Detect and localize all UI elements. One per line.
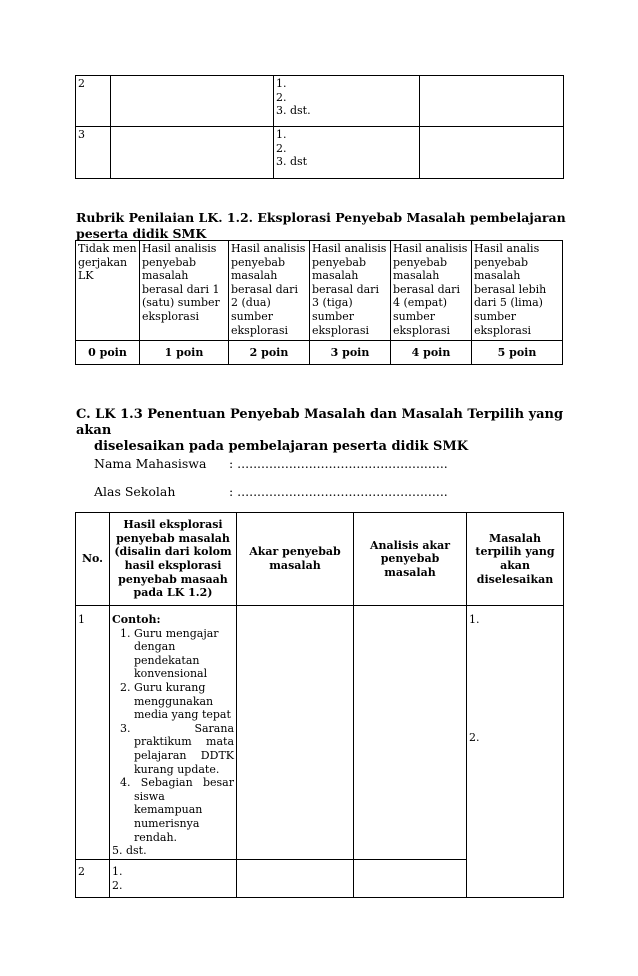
list-cell [274, 76, 420, 127]
blank-cell [111, 76, 274, 127]
section-c-heading-line2: diselesaikan pada pembelajaran peserta didik SMK [94, 439, 469, 454]
list-item: 2. [276, 141, 287, 155]
row-number: 1 [76, 606, 110, 860]
blank-cell [420, 127, 564, 179]
section-c-heading [76, 407, 576, 455]
rubric-criterion: Tidak mengerjakan LK [76, 241, 140, 341]
field-value: : ..................................................... [229, 456, 448, 471]
rubric-title-line1: Rubrik Penilaian LK. 1.2. Eksplorasi Penyebab Masalah pembelajaran [76, 210, 566, 225]
chosen-cell [467, 606, 564, 898]
list-item: 1. [276, 77, 287, 90]
row-number: 3 [76, 127, 111, 179]
table-row [76, 606, 564, 860]
row-number: 2 [76, 860, 110, 898]
rubric-score: 4 poin [391, 341, 472, 365]
list-item: 2. [469, 730, 480, 744]
list-cell [110, 860, 237, 898]
header-masalah-terpilih: Masalah terpilih yang akan diselesaikan [467, 513, 564, 606]
example-label: Contoh: [112, 613, 161, 626]
header-no: No. [76, 513, 110, 606]
field-label: Alas Sekolah [94, 484, 176, 499]
top-table [75, 75, 564, 179]
section-c-heading-line1: C. LK 1.3 Penentuan Penyebab Masalah dan Masalah Terpilih yang akan [76, 407, 564, 438]
field-alas-sekolah [94, 484, 448, 500]
table-row [76, 127, 564, 179]
rubric-score: 3 poin [310, 341, 391, 365]
list-item: 3. dst. [276, 104, 311, 118]
rubric-score: 0 poin [76, 341, 140, 365]
header-analisis-akar: Analisis akar penyebab masalah [354, 513, 467, 606]
list-cell [274, 127, 420, 179]
rubric-criterion: Hasil analisis penyebab masalah berasal dari 3 (tiga) sumber eksplorasi [310, 241, 391, 341]
blank-cell [420, 76, 564, 127]
rubric-criterion: Hasil analisis penyebab masalah berasal dari 1 (satu) sumber eksplorasi [140, 241, 229, 341]
list-item: 3. dst [276, 155, 308, 169]
list-item: 2. [276, 90, 287, 104]
lk13-table [75, 512, 564, 898]
table-row [76, 76, 564, 127]
blank-cell [237, 860, 354, 898]
blank-cell [237, 606, 354, 860]
blank-cell [354, 606, 467, 860]
list-item: 1. Guru mengajar dengan pendekatan konvensional [120, 626, 219, 681]
rubric-criteria-row [76, 241, 563, 341]
blank-cell [111, 127, 274, 179]
list-item: 2. [112, 878, 123, 892]
blank-cell [354, 860, 467, 898]
examples-cell [110, 606, 237, 860]
list-item: 4. Sebagian besar siswa kemampuan numerisnya rendah. [120, 776, 234, 844]
list-item: 1. [112, 865, 123, 878]
field-label: Nama Mahasiswa [94, 456, 207, 471]
rubric-table [75, 240, 563, 365]
examples-list [112, 627, 234, 858]
rubric-title-line2: peserta didik SMK [76, 226, 207, 241]
field-nama-mahasiswa [94, 456, 448, 472]
list-item: 3. Sarana praktikum mata pelajaran DDTK kurang update. [120, 721, 234, 776]
header-hasil-eksplorasi: Hasil eksplorasi penyebab masalah (disalin dari kolom hasil eksplorasi penyebab masaah pada LK 1.2) [110, 513, 237, 606]
rubric-criterion: Hasil analisis penyebab masalah berasal dari 2 (dua) sumber eksplorasi [229, 241, 310, 341]
rubric-score-row [76, 341, 563, 365]
list-item: 2. Guru kurang menggunakan media yang tepat [120, 680, 231, 722]
rubric-score: 1 poin [140, 341, 229, 365]
row-number: 2 [76, 76, 111, 127]
rubric-criterion: Hasil analisis penyebab masalah berasal dari 4 (empat) sumber eksplorasi [391, 241, 472, 341]
list-item: 1. [469, 613, 480, 626]
rubric-criterion: Hasil analis penyebab masalah berasal lebih dari 5 (lima) sumber eksplorasi [472, 241, 563, 341]
rubric-score: 2 poin [229, 341, 310, 365]
rubric-title [76, 210, 566, 242]
list-item: 1. [276, 128, 287, 141]
rubric-score: 5 poin [472, 341, 563, 365]
list-item: 5. dst. [112, 844, 147, 858]
header-akar-penyebab: Akar penyebab masalah [237, 513, 354, 606]
header-row [76, 513, 564, 606]
field-value: : ..................................................... [229, 484, 448, 499]
